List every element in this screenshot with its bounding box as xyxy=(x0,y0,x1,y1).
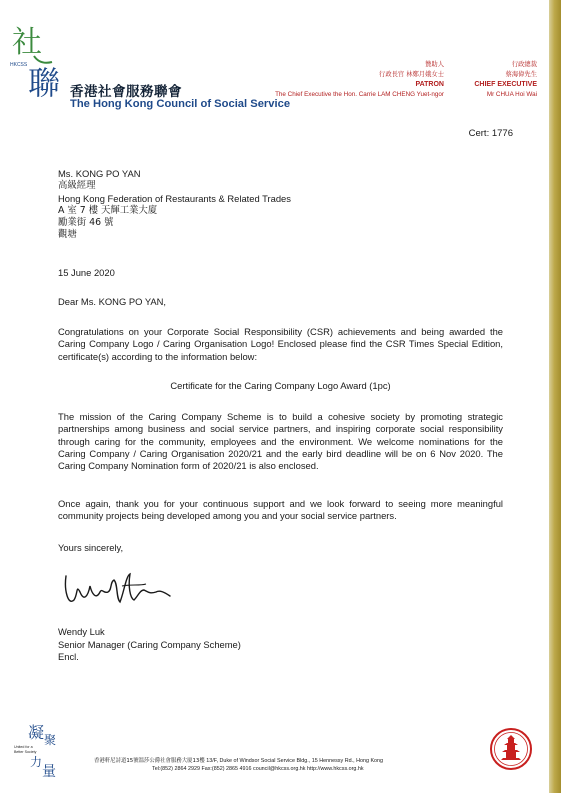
logo-char-bottom: 聯 xyxy=(28,64,61,102)
patron-block xyxy=(275,60,444,100)
patron-name-en: The Chief Executive the Hon. Carrie LAM CHENG Yuet-ngor xyxy=(275,91,444,98)
signer-name: Wendy Luk xyxy=(58,626,105,637)
hkcss-logo-icon xyxy=(8,22,66,110)
paragraph-congratulations: Congratulations on your Corporate Social Responsibility (CSR) achievements and being awarded the Caring Company Logo / Caring Organisation Logo! Enclosed please find the CSR Times Special Edition, certificate(s) according to the information below: xyxy=(58,326,503,362)
chief-name-en: Mr CHUA Hoi Wai xyxy=(486,91,537,98)
org-name-zh: 香港社會服務聯會 xyxy=(70,84,182,100)
footer-contact: Tel:(852) 2864 2929 Fax:(852) 2865 4916 council@hkcss.org.hk http://www.hkcss.org.hk xyxy=(152,765,364,772)
chief-role-en: CHIEF EXECUTIVE xyxy=(474,81,537,88)
united-for-better-society-emblem-icon xyxy=(14,718,64,780)
certificate-line: Certificate for the Caring Company Logo Award (1pc) xyxy=(170,380,391,391)
closing: Yours sincerely, xyxy=(58,542,124,553)
recipient-name: Ms. KONG PO YAN xyxy=(58,168,141,179)
paragraph-mission: The mission of the Caring Company Scheme is to build a cohesive society by promoting strategic partnerships among business and social service partners, and inspiring corporate social responsibility through caring for the community, employees and the environment. We welcome nominations for the Caring Company / Caring Organisation 2020/21 and the early bird deadline will be on 6 Nov 2020. The Caring Company Nomination form of 2020/21 is also enclosed. xyxy=(58,411,503,472)
logo-char-top: 社 xyxy=(12,25,42,60)
letter-date: 15 June 2020 xyxy=(58,267,115,278)
svg-text:力: 力 xyxy=(30,755,43,769)
footer-address-en: 13/F, Duke of Windsor Social Service Bldg., 15 Hennessy Rd., Hong Kong xyxy=(206,758,384,764)
chief-executive-block xyxy=(474,60,537,100)
footer-address xyxy=(94,758,383,773)
chief-role-zh: 行政總裁 xyxy=(511,61,537,68)
logo-small-text: HKCSS xyxy=(10,62,28,68)
patron-name-zh: 行政長官 林鄭月娥女士 xyxy=(379,71,444,78)
svg-text:聚: 聚 xyxy=(44,733,57,747)
recipient-title: 高級經理 xyxy=(58,180,96,192)
address-line-1: A 室 7 樓 天輝工業大廈 xyxy=(58,204,158,216)
recipient-address xyxy=(58,168,503,242)
patron-role-zh: 贊助人 xyxy=(425,61,444,68)
svg-text:凝: 凝 xyxy=(28,723,45,742)
chief-name-zh: 蔡海偉先生 xyxy=(505,71,537,78)
address-line-3: 觀塘 xyxy=(58,229,77,241)
signer-block xyxy=(58,626,241,664)
header-logo xyxy=(8,22,291,112)
enclosure-note: Encl. xyxy=(58,651,79,662)
org-name-en: The Hong Kong Council of Social Service xyxy=(70,98,291,110)
handwritten-signature xyxy=(60,562,180,617)
cert-number: Cert: 1776 xyxy=(468,128,513,139)
svg-text:量: 量 xyxy=(42,764,56,780)
signer-title: Senior Manager (Caring Company Scheme) xyxy=(58,638,241,650)
svg-text:Better Society: Better Society xyxy=(14,750,37,754)
salutation: Dear Ms. KONG PO YAN, xyxy=(58,296,167,307)
pagoda-seal-icon xyxy=(489,727,533,771)
footer-address-zh: 香港軒尼詩道15號溫莎公爵社會服務大廈13樓 xyxy=(94,758,205,764)
svg-text:United for a: United for a xyxy=(14,745,33,749)
paragraph-thanks: Once again, thank you for your continuous support and we look forward to seeing more meaningful community projects being developed among you and your social service partners. xyxy=(58,498,503,522)
patron-role-en: PATRON xyxy=(415,81,444,88)
recipient-org: Hong Kong Federation of Restaurants & Related Trades xyxy=(58,192,291,204)
edge-bar xyxy=(549,0,561,793)
address-line-2: 勵業街 46 號 xyxy=(58,217,114,229)
